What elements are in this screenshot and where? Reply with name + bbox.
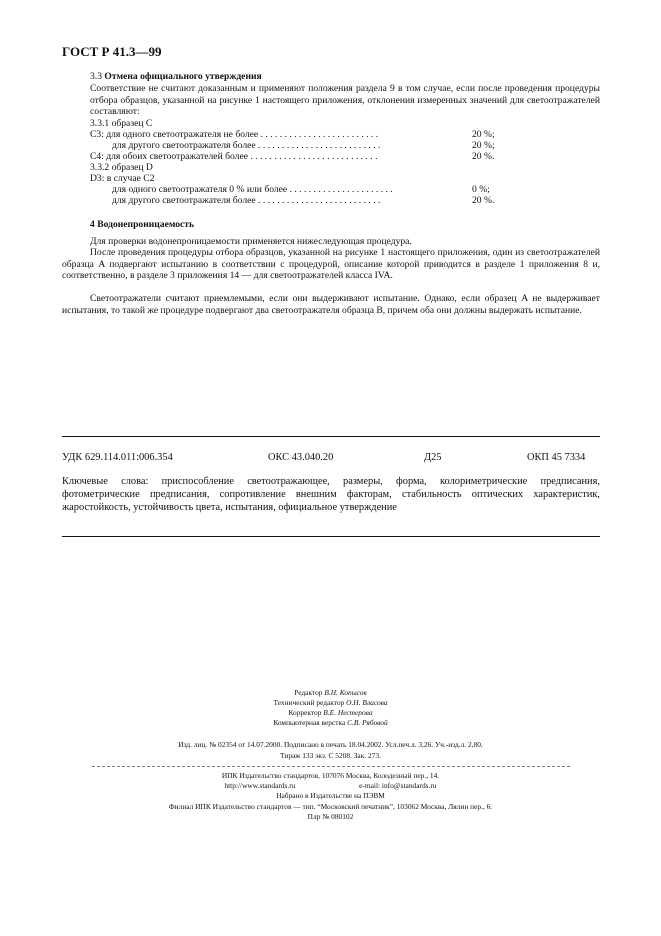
d3-first-row-label: для одного светоотражателя 0 % или более . . . . . . . . . . . . . . . . . . . . . . [112,184,393,195]
email-link[interactable]: e-mail: info@standards.ru [359,781,437,790]
okp-code: ОКП 45 7334 [527,452,586,463]
imprint-line-5: Набрано в Издательстве на ПЭВМ [276,791,385,800]
credit-layout [0,718,661,728]
section-4-para-1: Для проверки водонепроницаемости применяется нижеследующая процедура. [90,236,412,247]
subsection-3-3-2: 3.3.2 образец D [90,162,153,173]
c4-row-label: C4: для обоих светоотражателей более . . . . . . . . . . . . . . . . . . . . . . . . . . . [90,151,378,162]
imprint-line-3: ИПК Издательство стандартов, 107076 Москва, Колодезный пер., 14. [221,771,440,780]
imprint-line-1: Изд. лиц. № 02354 от 14.07.2000. Подписано в печать 18.04.2002. Усл.печ.л. 3,26. Уч.-изд.л. 2,80. [178,740,483,749]
rule-bottom [62,536,600,537]
credit-role: Компьютерная верстка [273,718,346,727]
d3-second-row-label: для другого светоотражателя более . . . . . . . . . . . . . . . . . . . . . . . . . . [112,195,381,206]
section-title: Отмена официального утверждения [104,71,262,82]
c4-row-value: 20 %. [472,151,495,162]
subsection-3-3-1: 3.3.1 образец C [90,118,153,129]
d3-row: D3: в случае C2 [90,173,155,184]
c3-row-value: 20 %; [472,129,495,140]
imprint-contacts [0,781,661,791]
section-number: 3.3 [90,71,102,82]
imprint-line-2: Тираж 133 экз. С 5208. Зак. 273. [280,751,381,760]
credit-editor [0,688,661,698]
credit-name: О.Н. Власова [346,698,388,707]
credit-name: В.Н. Копысов [324,688,367,697]
credit-role: Технический редактор [273,698,345,707]
credit-role: Корректор [288,708,322,717]
c3-other-row-value: 20 %; [472,140,495,151]
udk-code: УДК 629.114.011:006.354 [62,452,173,463]
credit-name: С.В. Рябовой [347,718,388,727]
imprint-line-6: Филиал ИПК Издательство стандартов — тип. “Московский печатник”, 103062 Москва, Лялин пер., 6. [168,802,493,811]
imprint-line-7: Плр № 080102 [307,812,354,821]
section-4-title: 4 Водонепроницаемость [90,219,195,230]
c3-row-label: C3: для одного светоотражателя не более . . . . . . . . . . . . . . . . . . . . . . . . . [90,129,379,140]
section-3-3 [90,71,600,83]
section-4-para-2: После проведения процедуры отбора образцов, указанной на рисунке 1 настоящего приложения, один из светоотражателей образца A подвергают испытанию в соответствии с процедурой, описание которой приводится в разделе 1 приложения 8 и, соответственно, в разделе 3 приложения 14 — для светоотражателей класса IVA. [62,247,600,282]
keywords: Ключевые слова: приспособление светоотражающее, размеры, форма, колориметрические предписания, фотометрические предписания, сопротивление внешним факторам, стабильность оптических характеристик, жаростойкость, устойчивость цвета, испытания, официальное утверждение [62,476,600,513]
d3-first-row-value: 0 %; [472,184,490,195]
d-code: Д25 [424,452,442,463]
rule-top [62,436,600,437]
credit-name: В.Е. Нестерова [323,708,373,717]
credit-tech-editor [0,698,661,708]
credit-corrector [0,708,661,718]
c3-other-row-label: для другого светоотражателя более . . . . . . . . . . . . . . . . . . . . . . . . . . [112,140,381,151]
website-link[interactable]: http://www.standards.ru [224,781,296,790]
dashed-divider [92,766,570,767]
d3-second-row-value: 20 %. [472,195,495,206]
credit-role: Редактор [294,688,323,697]
section-3-3-text: Соответствие не считают доказанным и применяют положения раздела 9 в том случае, если после проведения процедуры отбора образцов, указанной на рисунке 1 настоящего приложения, отклонения измеренных значений для светоотражателей составляют: [90,83,600,118]
section-4-para-3: Светоотражатели считают приемлемыми, если они выдерживают испытание. Однако, если образец A не выдерживает испытания, то такой же процедуре подвергают два светоотражателя образца B, причем оба они должны выдержать испытание. [62,293,600,316]
page-header: ГОСТ Р 41.3—99 [62,44,162,59]
oks-code: ОКС 43.040.20 [268,452,334,463]
